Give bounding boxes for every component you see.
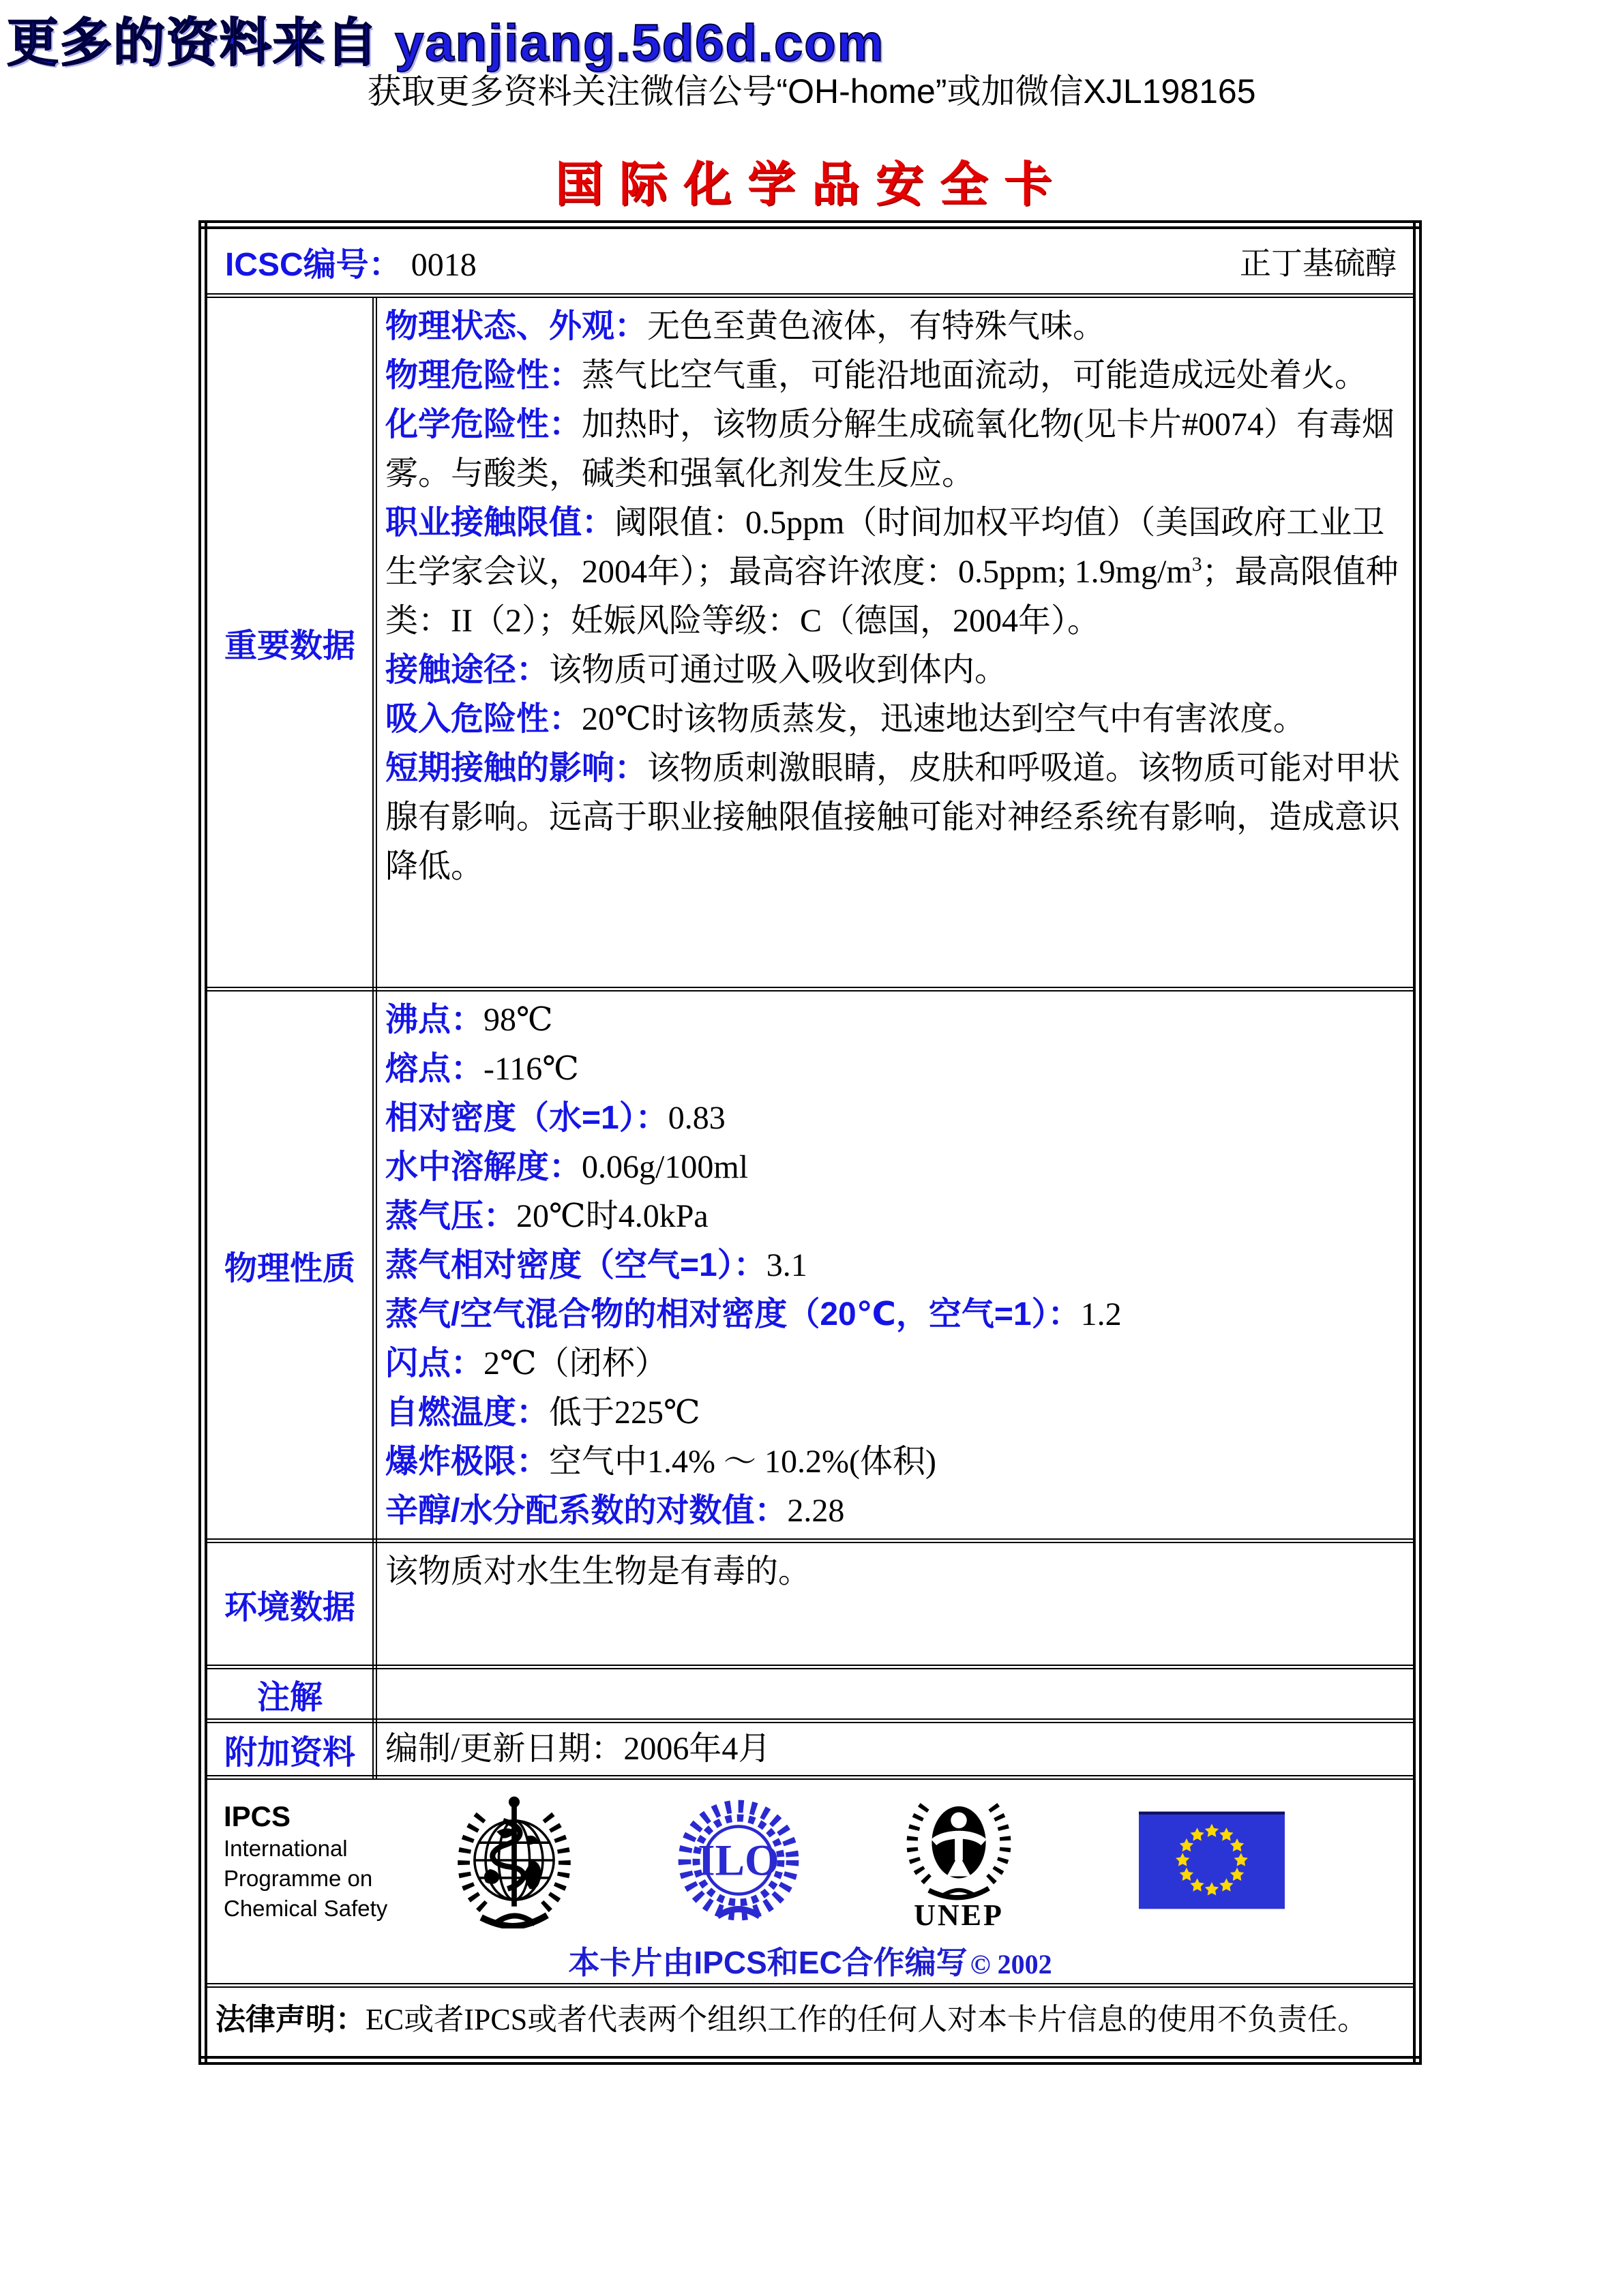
logos-cell [203, 1778, 1418, 1986]
property-value: -116℃ [483, 1051, 579, 1087]
notes-content [375, 1667, 1418, 1721]
property-value: 98℃ [483, 1002, 553, 1038]
property-value: 20℃时4.0kPa [516, 1198, 709, 1234]
legal-row [203, 1986, 1418, 2061]
ipcs-acronym: IPCS [224, 1800, 291, 1832]
property-line [385, 695, 1402, 744]
cooperation-note: 本卡片由IPCS和EC合作编写 [568, 1945, 968, 1980]
important-data-content [375, 296, 1418, 989]
property-value: 蒸气比空气重，可能沿地面流动，可能造成远处着火。 [582, 357, 1368, 393]
legal-text: EC或者IPCS或者代表两个组织工作的任何人对本卡片信息的使用不负责任。 [366, 2003, 1368, 2036]
who-logo-icon [447, 1792, 581, 1932]
property-label: 蒸气压： [385, 1198, 517, 1234]
property-value: 3.1 [766, 1247, 807, 1283]
property-line [385, 1437, 1402, 1487]
property-value: 无色至黄色液体，有特殊气味。 [647, 308, 1106, 344]
section-label-notes: 注解 [203, 1667, 375, 1721]
property-label: 化学危险性： [385, 406, 582, 443]
ipcs-text-block [224, 1800, 402, 1924]
card-header-row [203, 225, 1418, 296]
property-label: 熔点： [385, 1051, 484, 1087]
property-value: 低于225℃ [549, 1395, 700, 1431]
icsc-card-table [198, 220, 1422, 2065]
property-label: 短期接触的影响： [385, 750, 648, 786]
property-label: 物理危险性： [385, 357, 582, 393]
ipcs-name-line: Programme on [224, 1866, 373, 1891]
card-header-cell [203, 225, 1418, 296]
legal-cell [203, 1986, 1418, 2061]
property-label: 闪点： [385, 1345, 484, 1382]
property-value: 该物质刺激眼睛，皮肤和呼吸道。该物质可能对甲状腺有影响。远高于职业接触限值接触可能对神经系统有影响，造成意识降低。 [385, 750, 1401, 884]
update-date-text: 编制/更新日期：2006年4月 [385, 1731, 771, 1767]
property-value: 空气中1.4% ～ 10.2%(体积) [549, 1444, 936, 1480]
property-line [385, 1045, 1402, 1094]
icsc-number-value: 0018 [411, 246, 477, 283]
section-label-environment-data: 环境数据 [203, 1541, 375, 1667]
property-value: 20℃时该物质蒸发，迅速地达到空气中有害浓度。 [582, 701, 1306, 737]
property-label: 辛醇/水分配系数的对数值： [385, 1493, 788, 1529]
property-value: 1.2 [1080, 1296, 1122, 1332]
property-label: 物理状态、外观： [385, 308, 648, 344]
wechat-note: 获取更多资料关注微信公号“OH-home”或加微信XJL198165 [367, 72, 1256, 110]
unep-label: UNEP [914, 1898, 1004, 1932]
property-line [385, 1290, 1402, 1339]
environment-text: 该物质对水生生物是有毒的。 [385, 1553, 812, 1590]
legal-label: 法律声明： [215, 2003, 366, 2036]
section-label-physical-properties: 物理性质 [203, 989, 375, 1541]
environment-data-content [375, 1541, 1418, 1667]
property-value: 该物质可通过吸入吸收到体内。 [549, 652, 1008, 688]
environment-data-row [203, 1541, 1418, 1667]
property-value: 2℃（闭杯） [483, 1345, 668, 1382]
physical-properties-content [375, 989, 1418, 1541]
property-label: 水中溶解度： [385, 1149, 582, 1185]
physical-properties-row [203, 989, 1418, 1541]
property-line [385, 1388, 1402, 1437]
property-line [385, 1192, 1402, 1241]
property-label: 吸入危险性： [385, 701, 582, 737]
unep-logo-icon [899, 1793, 1019, 1930]
property-label: 职业接触限值： [385, 505, 615, 541]
property-label: 沸点： [385, 1002, 484, 1038]
notes-row [203, 1667, 1418, 1721]
property-line [385, 302, 1402, 351]
property-value: 0.83 [668, 1100, 726, 1136]
property-label: 相对密度（水=1）： [385, 1100, 668, 1136]
property-label: 爆炸极限： [385, 1444, 550, 1480]
additional-info-content [375, 1721, 1418, 1778]
important-data-row [203, 296, 1418, 989]
property-line [385, 1241, 1402, 1290]
additional-info-row [203, 1721, 1418, 1778]
property-line [385, 744, 1402, 891]
icsc-number-label: ICSC编号： [225, 246, 402, 283]
property-line [385, 996, 1402, 1045]
property-value: 阈限值：0.5ppm（时间加权平均值）（美国政府工业卫生学家会议，2004年）；最高容许浓度：0.5ppm; 1.9mg/m [385, 505, 1385, 590]
property-line [385, 400, 1402, 498]
section-label-important-data: 重要数据 [203, 296, 375, 989]
ipcs-name-line: International [224, 1836, 348, 1861]
property-line [385, 351, 1402, 400]
property-line [385, 1094, 1402, 1143]
property-line [385, 1487, 1402, 1536]
copyright-year: © 2002 [970, 1949, 1052, 1980]
superscript-3: 3 [1191, 553, 1202, 576]
svg-text:ILO: ILO [698, 1836, 779, 1885]
promo-watermark: 更多的资料来自 yanjiang.5d6d.com [7, 14, 885, 72]
logos-row [203, 1778, 1418, 1986]
ilo-logo-icon [675, 1793, 802, 1930]
property-value: 0.06g/100ml [582, 1149, 749, 1185]
ipcs-name-line: Chemical Safety [224, 1896, 388, 1921]
chemical-name: 正丁基硫醇 [1240, 246, 1397, 281]
property-label: 蒸气相对密度（空气=1）： [385, 1247, 766, 1283]
property-line [385, 646, 1402, 695]
section-label-additional-info: 附加资料 [203, 1721, 375, 1778]
property-label: 自燃温度： [385, 1395, 550, 1431]
property-value: ；最高限值种类：II（2）；妊娠风险等级：C（德国，2004年）。 [385, 554, 1399, 639]
property-line [385, 498, 1402, 646]
page-title: 国际化学品安全卡 [555, 159, 1068, 211]
eu-flag-icon [1139, 1811, 1285, 1913]
property-label: 接触途径： [385, 652, 550, 688]
property-line [385, 1143, 1402, 1192]
property-value: 加热时，该物质分解生成硫氧化物(见卡片#0074）有毒烟雾。与酸类，碱类和强氧化剂发生反应。 [385, 406, 1395, 492]
property-line [385, 1339, 1402, 1388]
property-value: 2.28 [787, 1493, 845, 1529]
property-label: 蒸气/空气混合物的相对密度（20℃，空气=1）： [385, 1296, 1081, 1332]
